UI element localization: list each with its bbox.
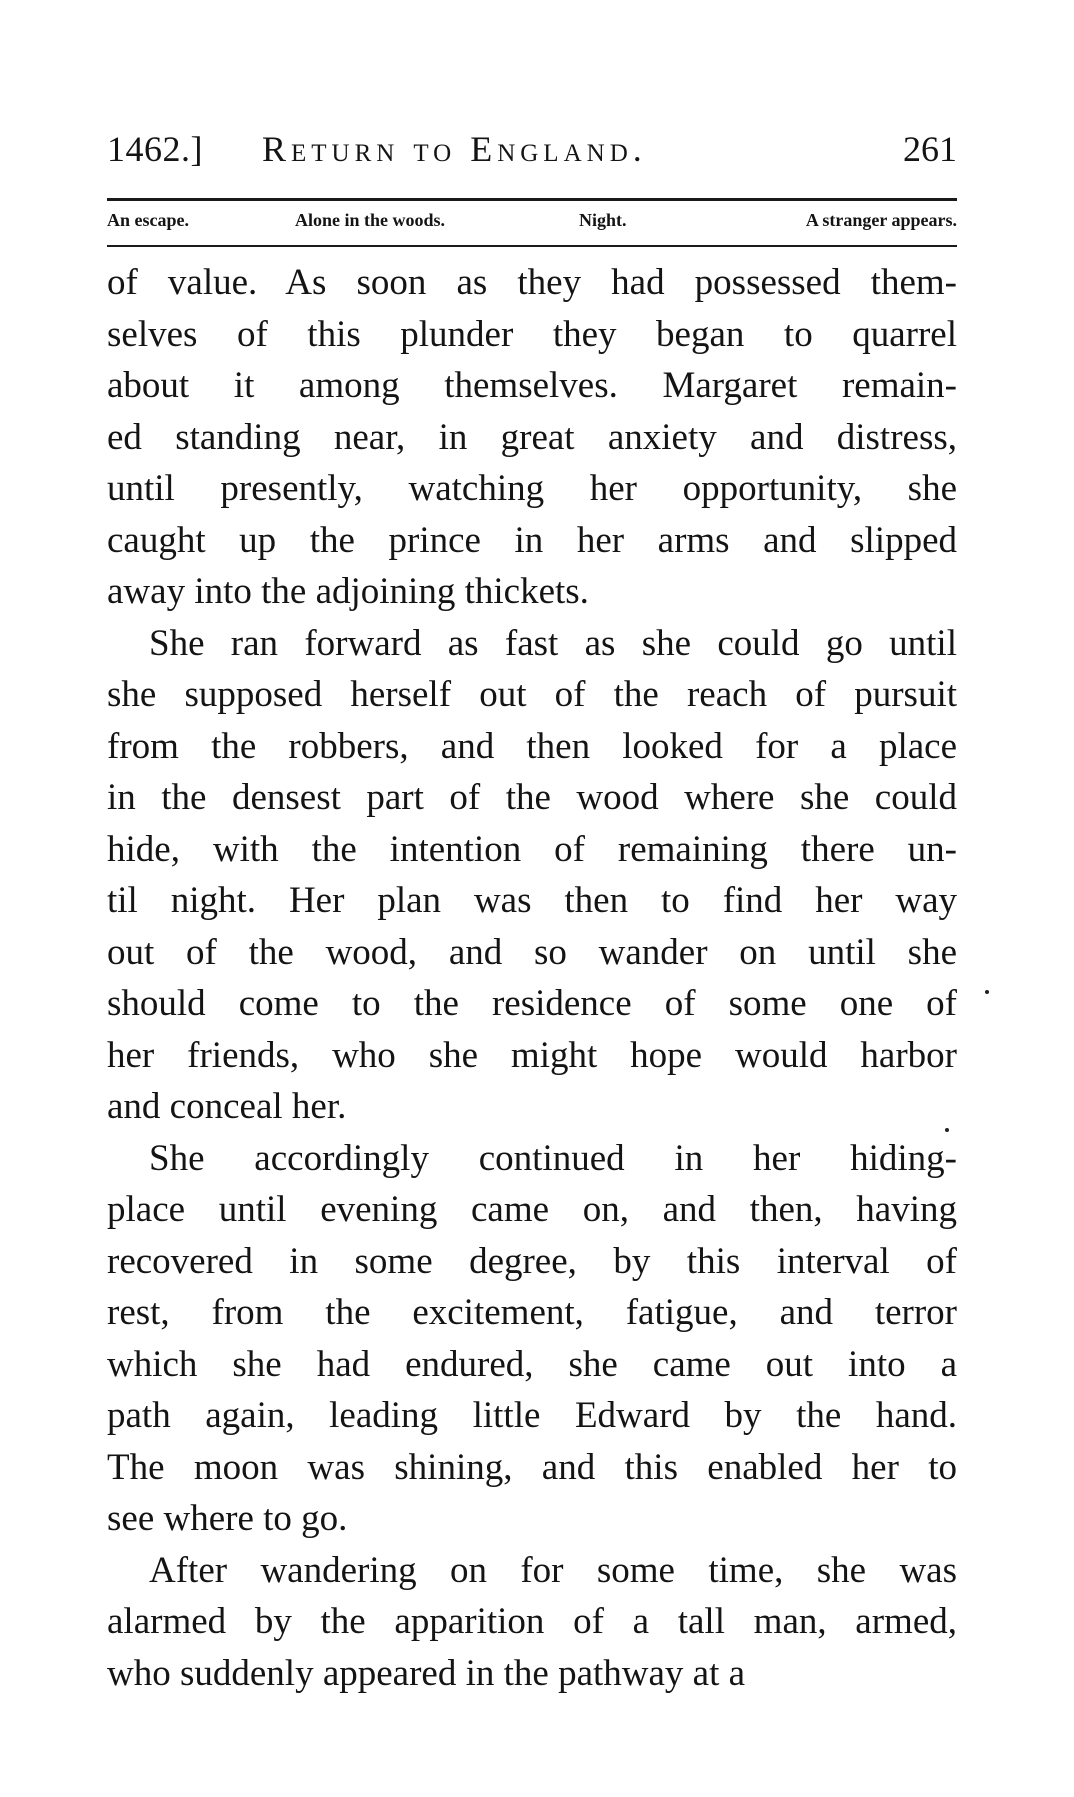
subhead-night: Night. [579,210,627,230]
text-line: rest, from the excitement, fatigue, and terror [107,1292,957,1333]
subhead-an-escape: An escape. [107,210,189,230]
running-head [107,128,957,184]
print-speck [945,1128,949,1132]
running-head-title: Return to England. [262,129,647,169]
text-line: should come to the residence of some one of [107,983,957,1024]
text-line: til night. Her plan was then to find her way [107,880,957,921]
running-head-year: 1462.] [107,129,203,169]
text-line: and conceal her. [107,1086,347,1127]
text-line: She ran forward as fast as she could go until [149,622,957,664]
text-line: away into the adjoining thickets. [107,571,589,612]
header-rule-bottom [107,245,957,247]
print-speck [985,990,989,994]
text-line: recovered in some degree, by this interval of [107,1240,957,1282]
text-line: about it among themselves. Margaret remain- [107,365,957,406]
text-line: path again, leading little Edward by the hand. [107,1395,957,1436]
text-line: who suddenly appeared in the pathway at a [107,1652,746,1694]
text-line: which she had endured, she came out into a [107,1343,957,1385]
page-number: 261 [903,129,957,169]
text-line: her friends, who she might hope would harbor [107,1034,957,1076]
text-line: from the robbers, and then looked for a place [107,725,957,767]
paragraph [107,257,957,618]
text-line: out of the wood, and so wander on until she [107,931,957,973]
text-line: alarmed by the apparition of a tall man, armed, [107,1601,957,1642]
paragraph [107,618,957,1133]
text-line: She accordingly continued in her hiding- [149,1137,957,1179]
text-line: After wandering on for some time, she was [149,1549,957,1591]
text-line: The moon was shining, and this enabled her to [107,1446,957,1488]
text-line: of value. As soon as they had possessed them- [107,262,957,303]
subhead-stranger-appears: A stranger appears. [805,210,957,230]
text-line: ed standing near, in great anxiety and distress, [107,416,957,458]
text-line: caught up the prince in her arms and slipped [107,519,957,561]
paragraph [107,1545,957,1700]
text-line: she supposed herself out of the reach of pursuit [107,674,957,715]
text-line: until presently, watching her opportunity, she [107,468,957,509]
body-text [107,257,957,1699]
text-line: in the densest part of the wood where she could [107,777,957,818]
text-line: hide, with the intention of remaining there un- [107,828,957,870]
text-line: see where to go. [107,1498,348,1539]
text-line: selves of this plunder they began to quarrel [107,313,957,355]
marginal-subheads [107,208,957,238]
text-line: place until evening came on, and then, having [107,1189,957,1230]
header-rule-top [107,198,957,201]
paragraph [107,1133,957,1545]
subhead-alone-in-woods: Alone in the woods. [295,210,446,230]
